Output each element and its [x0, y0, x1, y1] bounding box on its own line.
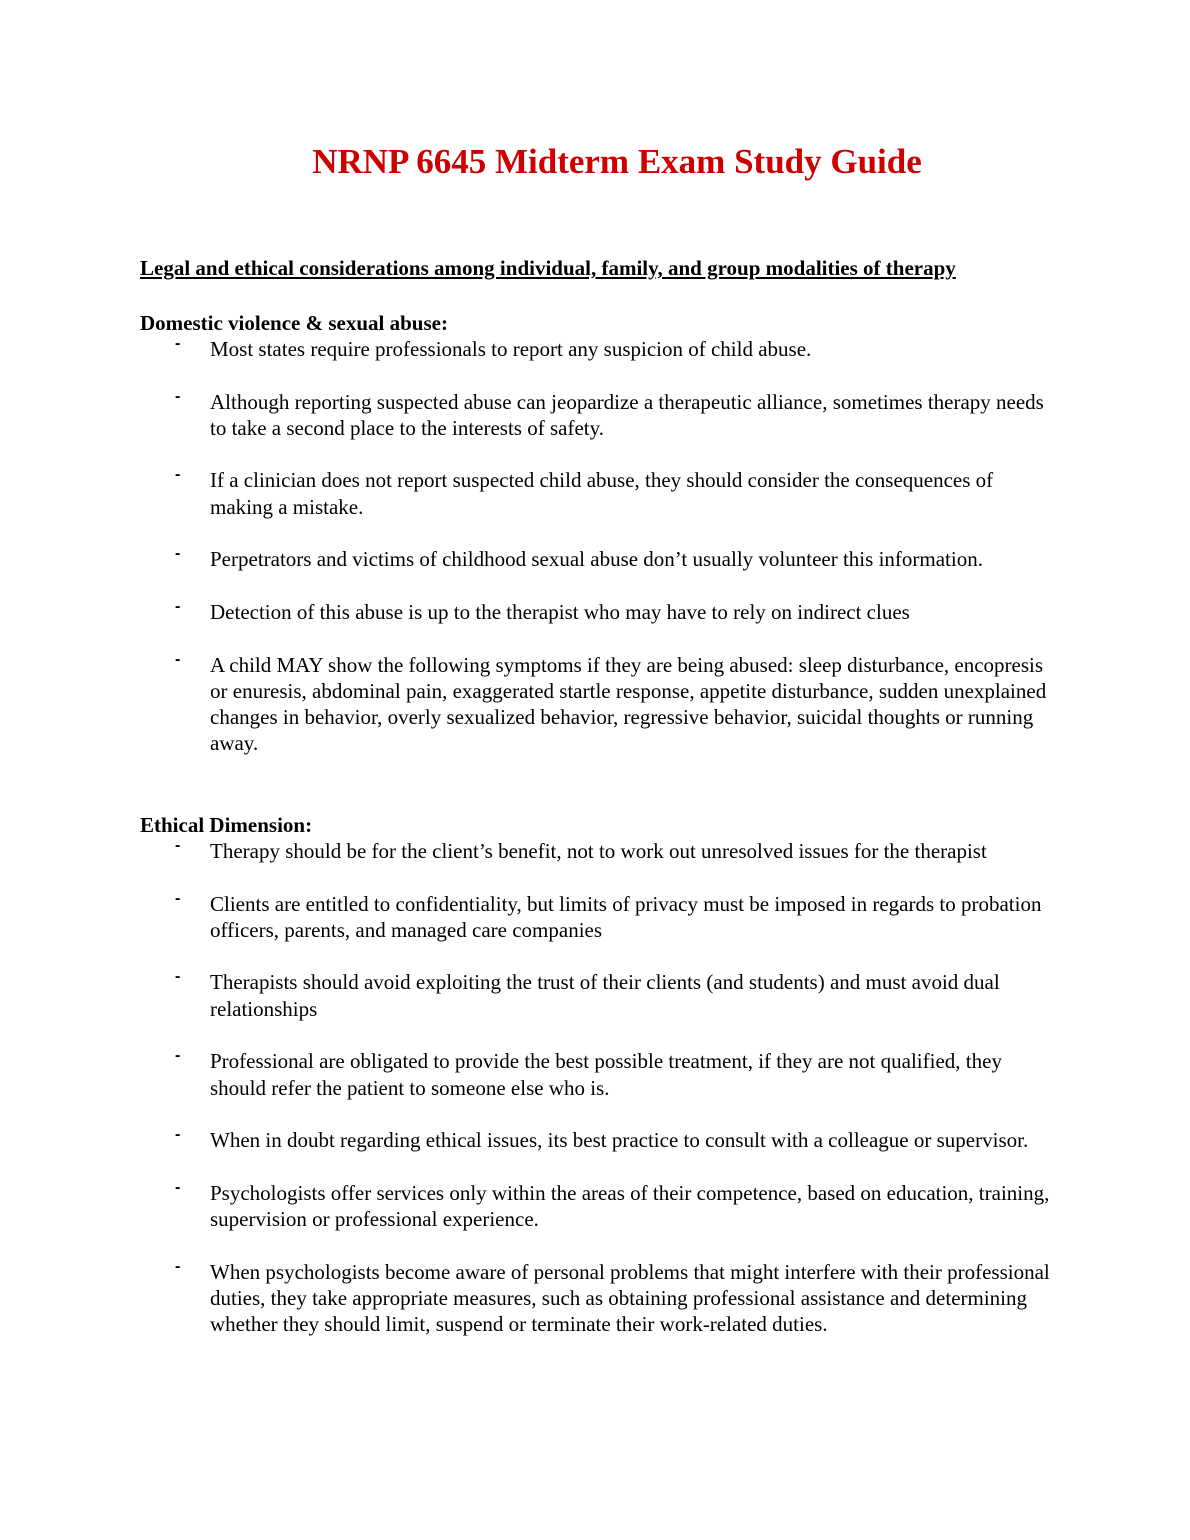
list-item: - Although reporting suspected abuse can jeopardize a therapeutic alliance, sometimes therapy needs to take a second place to the interests of safety. — [140, 389, 1050, 442]
dash-bullet-icon: - — [175, 545, 181, 563]
dash-bullet-icon: - — [175, 889, 181, 907]
document-title: NRNP 6645 Midterm Exam Study Guide — [312, 142, 922, 181]
domestic-violence-list — [140, 336, 1050, 757]
list-item: - Perpetrators and victims of childhood sexual abuse don’t usually volunteer this information. — [140, 546, 1050, 572]
list-item: - A child MAY show the following symptoms if they are being abused: sleep disturbance, encopresis or enuresis, abdominal pain, exaggerated startle response, appetite disturbance, sudden unexplained changes in behavior, overly sexualized behavior, regressive behavior, suicidal thoughts or running away. — [140, 652, 1050, 757]
list-item: - Professional are obligated to provide the best possible treatment, if they are not qualified, they should refer the patient to someone else who is. — [140, 1048, 1050, 1101]
list-item: - Therapy should be for the client’s benefit, not to work out unresolved issues for the therapist — [140, 838, 1050, 864]
ethical-dimension-section — [140, 812, 1050, 1338]
list-item: - If a clinician does not report suspected child abuse, they should consider the consequences of making a mistake. — [140, 467, 1050, 520]
ethical-dimension-heading: Ethical Dimension: — [140, 813, 313, 837]
section-heading: Legal and ethical considerations among individual, family, and group modalities of therapy — [140, 256, 956, 280]
list-item: - Therapists should avoid exploiting the trust of their clients (and students) and must avoid dual relationships — [140, 969, 1050, 1022]
list-item: - When psychologists become aware of personal problems that might interfere with their professional duties, they take appropriate measures, such as obtaining professional assistance and determining whether they should limit, suspend or terminate their work-related duties. — [140, 1259, 1050, 1338]
dash-bullet-icon: - — [175, 837, 181, 854]
dash-bullet-icon: - — [175, 387, 181, 405]
dash-bullet-icon: - — [175, 466, 181, 484]
dash-bullet-icon: - — [175, 1257, 181, 1275]
list-item: - Detection of this abuse is up to the therapist who may have to rely on indirect clues — [140, 599, 1050, 625]
list-item: - When in doubt regarding ethical issues, its best practice to consult with a colleague or supervisor. — [140, 1127, 1050, 1153]
domestic-violence-section — [140, 310, 1050, 757]
dash-bullet-icon: - — [175, 597, 181, 615]
list-item: - Most states require professionals to report any suspicion of child abuse. — [140, 336, 1050, 362]
dash-bullet-icon: - — [175, 1047, 181, 1065]
list-item: - Psychologists offer services only within the areas of their competence, based on education, training, supervision or professional experience. — [140, 1180, 1050, 1233]
dash-bullet-icon: - — [175, 335, 181, 352]
ethical-dimension-list — [140, 838, 1050, 1338]
dash-bullet-icon: - — [175, 968, 181, 986]
dash-bullet-icon: - — [175, 650, 181, 668]
dash-bullet-icon: - — [175, 1178, 181, 1196]
domestic-violence-heading: Domestic violence & sexual abuse: — [140, 311, 448, 335]
dash-bullet-icon: - — [175, 1126, 181, 1144]
list-item: - Clients are entitled to confidentiality, but limits of privacy must be imposed in regards to probation officers, parents, and managed care companies — [140, 891, 1050, 944]
